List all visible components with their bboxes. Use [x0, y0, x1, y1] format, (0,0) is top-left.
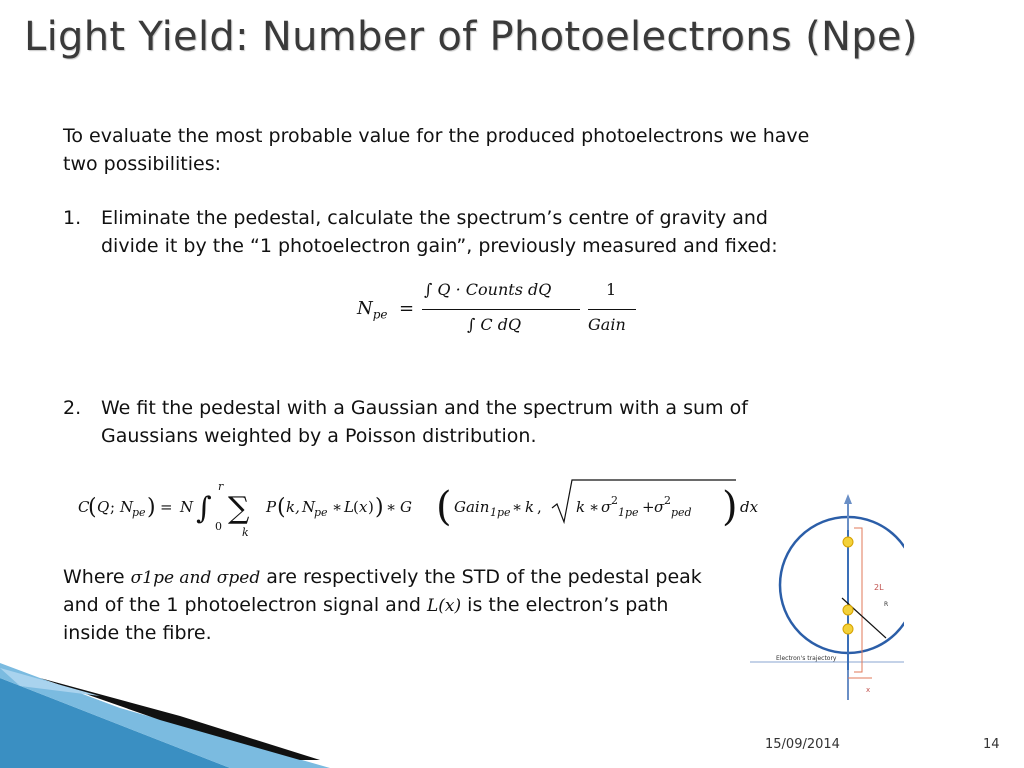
item-1-line-1: Eliminate the pedestal, calculate the spectrum’s centre of gravity and [101, 207, 768, 229]
svg-text:P: P [266, 498, 277, 516]
fibre-circle [780, 517, 904, 653]
formula-poisson-gaussian [70, 470, 770, 545]
svg-text:Gain: Gain [454, 498, 490, 516]
item-2-line-1: We fit the pedestal with a Gaussian and the spectrum with a sum of [101, 397, 748, 419]
svg-text:pe: pe [314, 506, 328, 519]
label-r: R [884, 601, 889, 608]
item-1-number: 1. [63, 207, 82, 229]
label-trajectory: Electron's trajectory [776, 655, 837, 662]
formula-npe-fraction-bar [422, 309, 580, 310]
svg-text:k,: k, [286, 498, 300, 516]
svg-text:): ) [147, 495, 156, 520]
svg-text:ped: ped [671, 506, 692, 519]
svg-text:;: ; [110, 498, 116, 516]
slide-title: Light Yield: Number of Photoelectrons (Npe) [24, 14, 918, 60]
where-lx: L(x) [426, 596, 462, 616]
formula-npe-denominator: ∫ C dQ [467, 315, 522, 334]
svg-text:N: N [180, 498, 194, 516]
footer-date: 15/09/2014 [765, 737, 840, 752]
label-x: x [866, 686, 871, 694]
svg-text:σ: σ [654, 498, 665, 516]
svg-text:∗: ∗ [512, 498, 523, 516]
svg-text:0: 0 [215, 520, 222, 533]
svg-text:∗: ∗ [332, 498, 343, 516]
decorative-corner [0, 648, 420, 768]
where-line-3: inside the fibre. [63, 622, 212, 644]
svg-text:∗: ∗ [589, 498, 600, 516]
star-icon-3 [843, 624, 853, 634]
svg-text:): ) [375, 495, 384, 520]
svg-text:1pe: 1pe [618, 506, 639, 519]
svg-text:): ) [368, 498, 374, 516]
star-icon-1 [843, 537, 853, 547]
svg-text:k: k [576, 498, 586, 516]
svg-text:(: ( [353, 498, 359, 516]
svg-text:(: ( [277, 495, 286, 520]
svg-text:(: ( [88, 495, 97, 520]
where-line-2 [63, 591, 668, 620]
svg-text:(: ( [436, 484, 452, 530]
where-line-1-start: Where [63, 566, 131, 588]
svg-text:2: 2 [611, 494, 618, 507]
svg-text:=: = [160, 498, 173, 516]
fibre-diagram [744, 490, 904, 705]
svg-text:σ: σ [601, 498, 612, 516]
svg-text:dx: dx [740, 498, 759, 516]
where-sigmas: σ1pe and σped [130, 568, 261, 588]
svg-text:L: L [344, 498, 354, 516]
svg-text:r: r [218, 480, 224, 493]
svg-text:,: , [537, 498, 542, 516]
svg-text:∫: ∫ [196, 491, 212, 526]
where-line-2-end: is the electron’s path [461, 594, 669, 616]
svg-text:x: x [359, 498, 368, 516]
star-icon-2 [843, 605, 853, 615]
svg-text:+: + [642, 498, 655, 516]
svg-text:Q: Q [97, 498, 110, 516]
svg-text:∑: ∑ [228, 491, 250, 526]
svg-text:N: N [120, 498, 134, 516]
formula-npe-numerator-2: 1 [606, 280, 617, 299]
item-2-number: 2. [63, 397, 82, 419]
formula-npe-numerator: ∫ Q · Counts dQ [424, 280, 552, 299]
svg-text:G: G [400, 498, 412, 516]
where-line-2-start: and of the 1 photoelectron signal and [63, 594, 427, 616]
intro-line-1: To evaluate the most probable value for the produced photoelectrons we have [63, 125, 810, 147]
label-2l: 2L [874, 583, 884, 592]
where-line-1 [63, 563, 702, 592]
svg-text:pe: pe [132, 506, 146, 519]
item-1-line-2: divide it by the “1 photoelectron gain”, previously measured and fixed: [101, 235, 778, 257]
svg-text:k: k [242, 526, 249, 539]
svg-text:): ) [722, 484, 738, 530]
svg-text:∗: ∗ [386, 498, 397, 516]
svg-text:1pe: 1pe [490, 506, 511, 519]
axis-arrow-icon [844, 494, 852, 504]
svg-text:k: k [525, 498, 535, 516]
intro-line-2: two possibilities: [63, 153, 222, 175]
where-line-1-end: are respectively the STD of the pedestal peak [260, 566, 702, 588]
bracket-2l [854, 528, 862, 672]
footer-page-number: 14 [983, 737, 1000, 752]
formula-npe-lhs: $N_{pe}$ [357, 298, 388, 322]
svg-text:C: C [78, 498, 90, 516]
formula-npe-equals: = [399, 298, 415, 319]
formula-npe-denominator-2: Gain [588, 315, 626, 334]
svg-text:2: 2 [664, 494, 671, 507]
formula-npe-fraction-bar-2 [588, 309, 636, 310]
item-2-line-2: Gaussians weighted by a Poisson distribution. [101, 425, 537, 447]
svg-text:N: N [302, 498, 316, 516]
